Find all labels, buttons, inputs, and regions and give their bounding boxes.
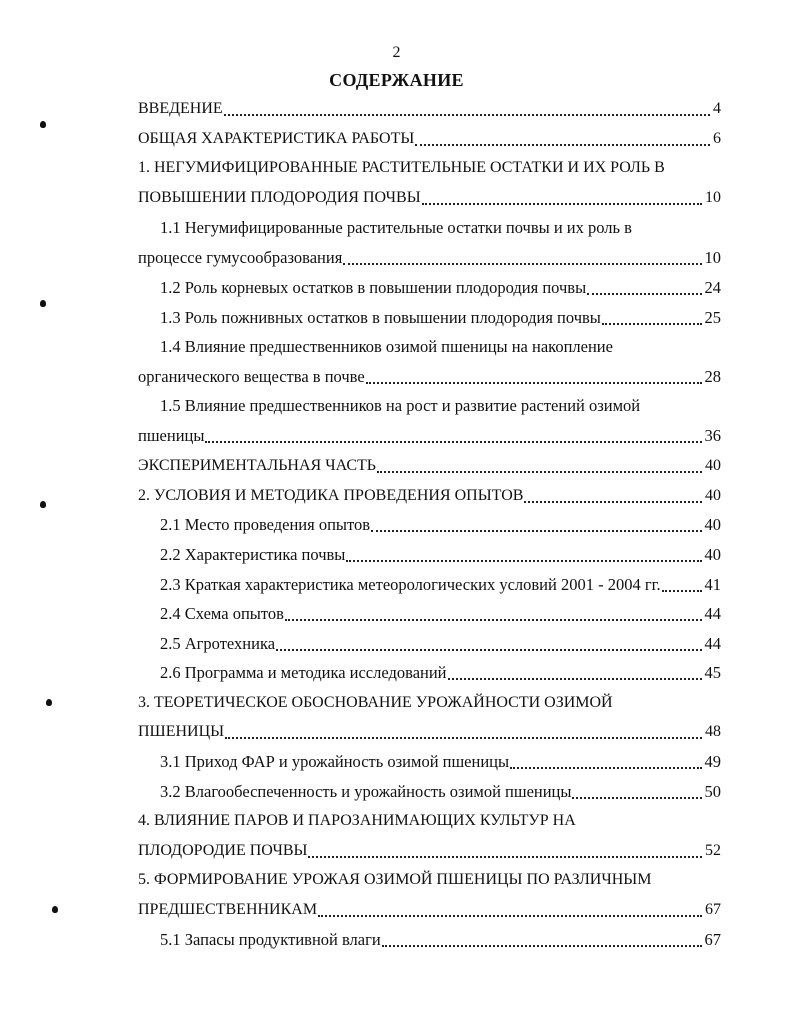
toc-entry-page: 45 — [704, 663, 721, 682]
dot-leader — [524, 500, 702, 503]
toc-entry[interactable] — [160, 747, 721, 773]
toc-entry[interactable] — [138, 688, 721, 714]
page-number: 2 — [392, 44, 401, 61]
toc-entry-page: 36 — [704, 426, 721, 445]
toc-entry-text: ПОВЫШЕНИИ ПЛОДОРОДИЯ ПОЧВЫ — [138, 189, 421, 206]
dot-leader — [587, 292, 701, 295]
toc-entry-page: 44 — [704, 634, 721, 653]
toc-entry-text: ОБЩАЯ ХАРАКТЕРИСТИКА РАБОТЫ — [138, 130, 415, 147]
dot-leader — [343, 262, 701, 265]
toc-title: СОДЕРЖАНИЕ — [329, 70, 464, 90]
toc-entry[interactable] — [160, 599, 721, 625]
dot-leader — [422, 202, 702, 205]
toc-entry-text: 3.2 Влагообеспеченность и урожайность озимой пшеницы — [160, 782, 572, 801]
toc-entry-page: 41 — [704, 575, 721, 594]
toc-entry[interactable] — [160, 332, 721, 358]
toc-entry-page: 40 — [705, 457, 721, 474]
dot-leader — [377, 470, 702, 473]
toc-entry[interactable] — [160, 273, 721, 299]
dot-leader — [602, 322, 702, 325]
toc-entry-page: 4 — [713, 100, 721, 117]
toc-entry-text: 2. УСЛОВИЯ И МЕТОДИКА ПРОВЕДЕНИЯ ОПЫТОВ — [138, 487, 524, 504]
toc-entry[interactable] — [160, 540, 721, 566]
toc-entry-page: 10 — [704, 248, 721, 267]
toc-entry[interactable] — [138, 836, 721, 862]
dot-leader — [346, 559, 701, 562]
dot-leader — [572, 796, 701, 799]
toc-entry-text: 1.1 Негумифицированные растительные остатки почвы и их роль в — [160, 218, 632, 237]
toc-entry-page: 40 — [704, 545, 721, 564]
toc-entry[interactable] — [160, 213, 721, 239]
binding-hole-mark — [40, 300, 46, 307]
toc-entry[interactable] — [138, 421, 721, 447]
toc-entry[interactable] — [160, 777, 721, 803]
toc-entry-page: 67 — [705, 901, 721, 918]
toc-entry[interactable] — [138, 183, 721, 209]
toc-entry-page: 67 — [704, 930, 721, 949]
toc-entry[interactable] — [160, 570, 721, 596]
toc-entry-text: 2.1 Место проведения опытов — [160, 515, 371, 534]
toc-entry-text: ПРЕДШЕСТВЕННИКАМ — [138, 901, 318, 918]
toc-entry-page: 40 — [704, 515, 721, 534]
toc-entry-text: 2.4 Схема опытов — [160, 604, 284, 623]
toc-entry-text: 1.3 Роль пожнивных остатков в повышении плодородия почвы — [160, 308, 601, 327]
toc-entry-text: 1.5 Влияние предшественников на рост и развитие растений озимой — [160, 396, 641, 415]
toc-entry-text: 1.4 Влияние предшественников озимой пшеницы на накопление — [160, 337, 613, 356]
binding-hole-mark — [40, 501, 46, 508]
dot-leader — [415, 143, 710, 146]
toc-entry[interactable] — [138, 124, 721, 150]
binding-hole-mark — [52, 906, 58, 913]
toc-entry[interactable] — [160, 303, 721, 329]
toc-entry-text: 1. НЕГУМИФИЦИРОВАННЫЕ РАСТИТЕЛЬНЫЕ ОСТАТКИ И ИХ РОЛЬ В — [138, 159, 665, 176]
toc-entry-text: 3.1 Приход ФАР и урожайность озимой пшеницы — [160, 752, 510, 771]
toc-entry[interactable] — [160, 510, 721, 536]
toc-entry-text: 3. ТЕОРЕТИЧЕСКОЕ ОБОСНОВАНИЕ УРОЖАЙНОСТИ ОЗИМОЙ — [138, 694, 613, 711]
toc-entry[interactable] — [160, 658, 721, 684]
toc-entry-text: пшеницы — [138, 426, 205, 445]
toc-entry-page: 6 — [713, 130, 721, 147]
toc-entry[interactable] — [138, 717, 721, 743]
toc-entry-page: 10 — [705, 189, 721, 206]
toc-entry-page: 28 — [704, 367, 721, 386]
toc-entry-page: 25 — [704, 308, 721, 327]
toc-entry-page: 52 — [705, 842, 721, 859]
dot-leader — [448, 677, 702, 680]
toc-entry-page: 48 — [705, 723, 721, 740]
dot-leader — [366, 381, 702, 384]
dot-leader — [285, 618, 702, 621]
toc-entry[interactable] — [138, 865, 721, 891]
toc-entry[interactable] — [160, 629, 721, 655]
toc-entry-text: 1.2 Роль корневых остатков в повышении плодородия почвы — [160, 278, 587, 297]
dot-leader — [224, 113, 710, 116]
toc-entry-text: 5.1 Запасы продуктивной влаги — [160, 930, 381, 949]
dot-leader — [382, 944, 702, 947]
toc-entry-text: 2.6 Программа и методика исследований — [160, 663, 447, 682]
toc-entry[interactable] — [160, 391, 721, 417]
toc-entry-text: ПШЕНИЦЫ — [138, 723, 225, 740]
toc-entry-text: 2.5 Агротехника — [160, 634, 276, 653]
toc-entry-page: 50 — [704, 782, 721, 801]
toc-entry-text: 2.2 Характеристика почвы — [160, 545, 346, 564]
toc-entry-page: 24 — [704, 278, 721, 297]
toc-entry-text: ВВЕДЕНИЕ — [138, 100, 223, 117]
toc-entry-text: ПЛОДОРОДИЕ ПОЧВЫ — [138, 842, 308, 859]
toc-entry[interactable] — [138, 94, 721, 120]
toc-entry[interactable] — [138, 243, 721, 269]
toc-entry[interactable] — [138, 806, 721, 832]
dot-leader — [308, 855, 702, 858]
toc-entry-page: 40 — [705, 487, 721, 504]
toc-entry[interactable] — [138, 895, 721, 921]
toc-entry-text: 5. ФОРМИРОВАНИЕ УРОЖАЯ ОЗИМОЙ ПШЕНИЦЫ ПО РАЗЛИЧНЫМ — [138, 871, 652, 888]
dot-leader — [276, 648, 701, 651]
toc-entry[interactable] — [138, 481, 721, 507]
toc-entry-page: 44 — [704, 604, 721, 623]
dot-leader — [225, 736, 702, 739]
dot-leader — [318, 914, 702, 917]
binding-hole-mark — [40, 121, 46, 128]
toc-entry-text: ЭКСПЕРИМЕНТАЛЬНАЯ ЧАСТЬ — [138, 457, 376, 474]
dot-leader — [510, 766, 701, 769]
toc-entry[interactable] — [138, 451, 721, 477]
toc-entry[interactable] — [138, 362, 721, 388]
toc-entry[interactable] — [160, 925, 721, 951]
toc-entry-page: 49 — [704, 752, 721, 771]
toc-entry-text: 4. ВЛИЯНИЕ ПАРОВ И ПАРОЗАНИМАЮЩИХ КУЛЬТУР НА — [138, 812, 576, 829]
toc-entry[interactable] — [138, 153, 721, 179]
dot-leader — [205, 440, 701, 443]
dot-leader — [371, 529, 701, 532]
toc-entry-text: органического вещества в почве — [138, 367, 365, 386]
binding-hole-mark — [46, 699, 52, 706]
toc-entry-text: 2.3 Краткая характеристика метеорологических условий 2001 - 2004 гг. — [160, 575, 661, 594]
toc-entry-text: процессе гумусообразования — [138, 248, 343, 267]
dot-leader — [662, 589, 702, 592]
